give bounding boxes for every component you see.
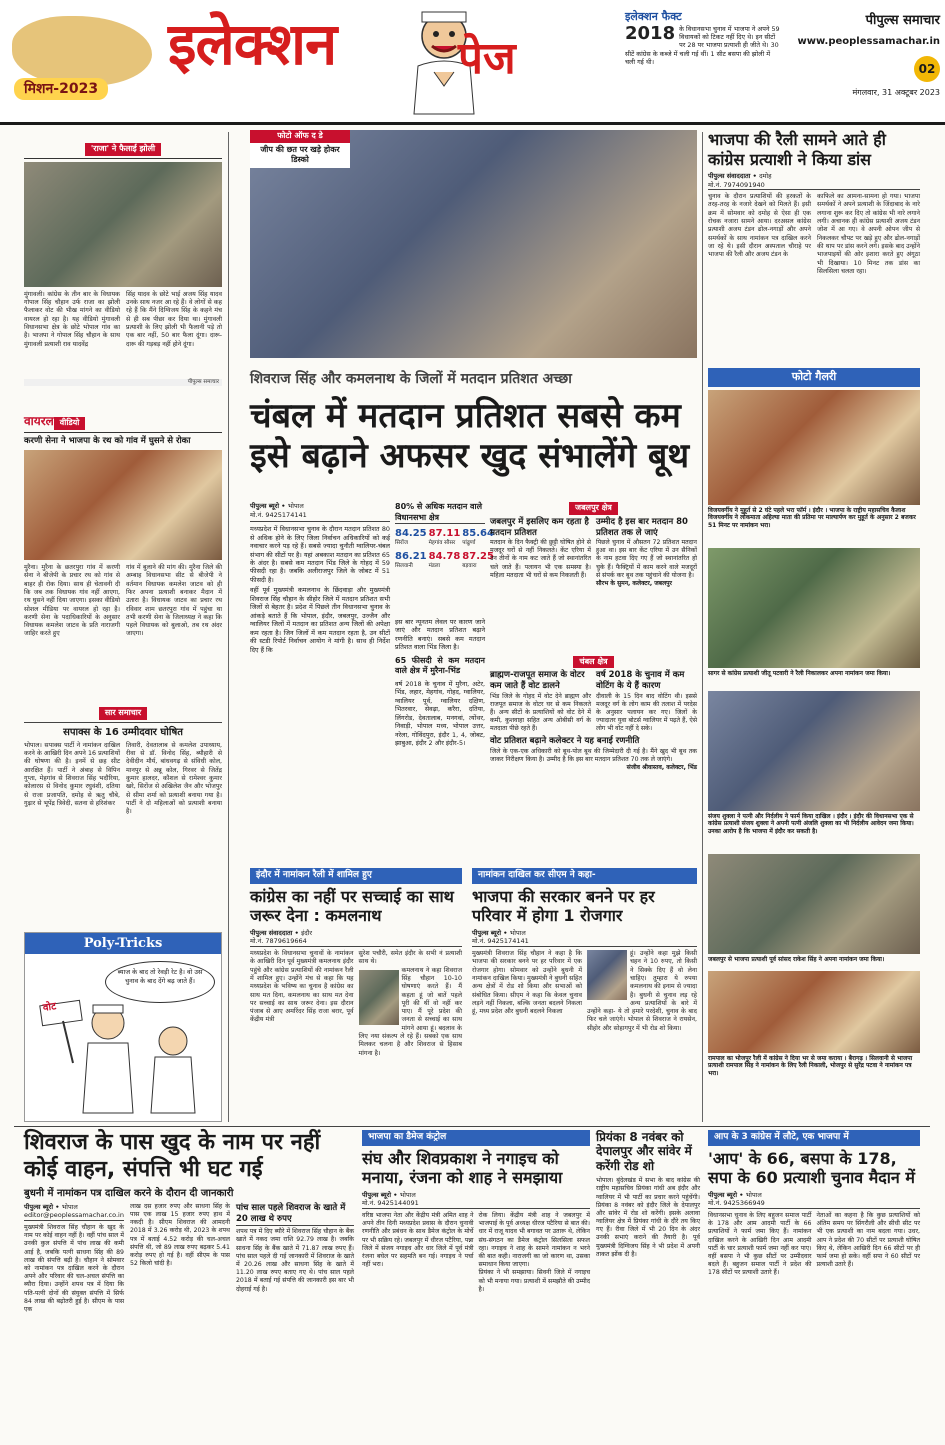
ch-text-2: दीवाली के 15 दिन बाद वोटिंग थी। इससे मजदूर वर्ग के लोग काम की तलाश में परदेस के अनुसार पलायन कर गए। जिलों के ज्यादातर युवा बोटर्स ग्वालियर में पढ़ते हैं, ऐसे लोग भी वोट नहीं दे सके। [596,692,697,733]
photo-gallery [708,368,920,1123]
sangh-strip: भाजपा का डैमेज कंट्रोल [362,1130,590,1146]
photo-op-caption: जीप की छत पर खड़े होकर डिस्को [260,144,340,165]
speech-bubble: ब्याज के बाद तो रेवड़ी रेट है। वो उस चुनाव के बाद देंगे बढ़ जाते हैं। [105,961,215,1003]
stat-item: 87.11 मेहगांव सौसर [428,528,461,547]
rally-place: दमोह [759,172,772,181]
shivraj-text-1: मुख्यमंत्री शिवराज सिंह चौहान के खुद के नाम पर कोई वाहन नहीं है। वहीं पांच साल में उनकी कुल संपत्ति में पांच लाख की कमी आई है, जबकि पत्नी साधना सिंह की 89 लाख की संपत्ति बढ़ी है। चौहान ने सोमवार को नामांकन पत्र दाखिल करने के दौरान अपने और परिवार की चल-अचल संपत्ति का ब्यौरा दिया। उन्होंने शपथ पत्र में दिया कि पति-पत्नी दोनों की संयुक्त संपत्ति में सिर्फ 84 लाख की बढ़ोतरी हुई है। सीएम के पास एक [24,1224,124,1313]
page-number-badge: 02 [914,56,940,82]
fact-year: 2018 [625,22,676,44]
brand-block [790,12,940,122]
indore-mobile: मो.नं. 7879619664 [250,937,462,947]
main-body-3: इस बार न्यूनतम लेवल पर कारण जाने जाएं और मतदान प्रतिशत बढ़ाने रणनीति बनाएं। सबसे कम मतदान प्रतिशत वाला भिंड जिला है। [395,618,485,652]
indore-headline: कांग्रेस का नहीं पर सच्चाई का साथ जरूर देना : कमलनाथ [250,886,454,926]
cm-story: नामांकन दाखिल कर सीएम ने कहा- भाजपा की सरकार बनने पर हर परिवार में होगा 1 रोजगार पीपुल्स ब्यूरो • भोपाल मो.नं. 9425174141 मुख्यमंत्री शिवराज सिंह चौहान ने कहा है कि भाजपा की सरकार बनने पर हर परिवार में एक रोजगार होगा। सोमवार को उन्होंने बुधनी में नामांकन दाखिल किया। मुख्यमंत्री ने बुधनी सहित अन्य क्षेत्रों में रोड शो किया और सभाओं को संबोधित किया। सीएम ने कहा कि केवल चुनाव लड़ने नहीं निकला, बल्कि जनता बदलने निकला हूं, मध्य प्रदेश और बुधनी बदलने निकला हूं। उन्होंने कहा मुझे किसी चहन ने 10 रुपए, तो किसी ने सिक्के दिए हैं वो लेना चाहिए। तुम्हारा ये रुपया कमलनाथ की इनाम से ज्यादा है। बुधनी से चुनाव लड़ रहे अन्य प्रत्याशियों के बारे में उन्होंने कहा- ये तो हमारे परदेशी, चुनाव के बाद फिर चले जाएंगे। भोपाल से शिवराज ने रायसेन, सीहोर और सोहागपुर में भी रोड शो किया। [472,868,697,1123]
main-strap: शिवराज सिंह और कमलनाथ के जिलों में मतदान प्रतिशत अच्छा [250,371,572,387]
sangh-headline: संघ और शिवप्रकाश ने नगाइच को मनाया, रंजना को शाह ने समझाया [362,1148,563,1188]
masthead [0,0,945,125]
shivraj-byline: पीपुल्स ब्यूरो [24,1202,54,1211]
cartoon-illustration [33,993,213,1118]
indore-strip: इंदौर में नामांकन रैली में शामिल हुए [250,868,462,884]
page-title: इलेक्शन [168,10,337,78]
aap-strip: आप के 3 कांग्रेस में लौटे, एक भाजपा में [708,1130,920,1146]
stat-item: 84.78 मंडला [428,550,461,569]
cm-mobile: मो.नं. 9425174141 [472,937,697,947]
stat-item: 86.21 सिलवानी [395,550,427,569]
mission-2023-emblem [6,8,156,118]
aap-headline: 'आप' के 66, बसपा के 178, सपा के 60 प्रत्याशी चुनाव मैदान में [708,1148,915,1188]
stat-item: 85.64 पांढुर्णा [462,528,494,547]
stat-box-head: 80% से अधिक मतदान वाले विधानसभा क्षेत्र [395,502,485,524]
photo-credit: पीपुल्स समाचार [24,379,222,386]
shivraj-assets-story: शिवराज के पास खुद के नाम पर नहीं कोई वाहन, संपत्ति भी घट गई बुधनी में नामांकन पत्र दाखिल करने के दौरान दी जानकारी पीपुल्स ब्यूरो • भोपाल editor@peoplessamachar.co.in मुख्यमंत्री शिवराज सिंह चौहान के खुद के नाम पर कोई वाहन नहीं है। वहीं पांच साल में उनकी कुल संपत्ति में पांच लाख की कमी आई है, जबकि पत्नी साधना सिंह की 89 लाख की संपत्ति बढ़ी है। चौहान ने सोमवार को नामांकन पत्र दाखिल करने के दौरान अपने और परिवार की चल-अचल संपत्ति का ब्यौरा दिया। उन्होंने शपथ पत्र में दिया कि पति-पत्नी दोनों की संयुक्त संपत्ति में सिर्फ 84 लाख की बढ़ोतरी हुई है। सीएम के पास एक लाख दस हजार रुपए और साधना सिंह के पास एक लाख 15 हजार रुपए हाथ में नकदी है। सीएम शिवराज की आमदनी 2018 में 3.26 करोड़ थी, 2023 के शपथ पत्र में बताई 4.52 करोड़ की चल-अचल संपत्ति थी, जो 89 लाख रुपए बढ़कर 5.41 करोड़ रुपए हो गई है। वहीं सीएम के पास 52 किलो चांदी है। पांच साल पहले शिवराज के खाते में 20 लाख थे रुपए शपथ पत्र में दिए ब्यौरे में शिवराज सिंह चौहान के बैंक खाते में नकद जमा राशि 92.79 लाख है। जबकि साधना सिंह के बैंक खाते में 71.87 लाख रुपए हैं। पांच साल पहले दी गई जानकारी में शिवराज के खाते में 20.26 लाख और साधना सिंह के खाते में 11.20 लाख रुपए बताए गए थे। पांच साल पहले 2018 में बताई गई संपत्ति की जानकारी इस बार भी दोहराई गई है। [24,1130,354,1435]
cm-text-1: मुख्यमंत्री शिवराज सिंह चौहान ने कहा है कि भाजपा की सरकार बनने पर हर परिवार में एक रोजगार होगा। सोमवार को उन्होंने बुधनी में नामांकन दाखिल किया। मुख्यमंत्री ने बुधनी सहित अन्य क्षेत्रों में रोड शो किया और सभाओं को संबोधित किया। सीएम ने कहा कि केवल चुनाव लड़ने नहीं निकला, बल्कि जनता बदलने निकला हूं, मध्य प्रदेश और बुधनी बदलने निकला [472,950,582,1016]
shivraj-text-2: लाख दस हजार रुपए और साधना सिंह के पास एक लाख 15 हजार रुपए हाथ में नकदी है। सीएम शिवराज की आमदनी 2018 में 3.26 करोड़ थी, 2023 के शपथ पत्र में बताई 4.52 करोड़ की चल-अचल संपत्ति थी, जो 89 लाख रुपए बढ़कर 5.41 करोड़ रुपए हो गई है। वहीं सीएम के पास 52 किलो चांदी है। [130,1202,230,1268]
jabalpur-tag: जबलपुर क्षेत्र [569,502,618,515]
byline: पीपुल्स ब्यूरो [250,502,280,510]
main-headline [250,396,697,496]
sangh-text-2: रोक लिया। केंद्रीय मंत्री शाह ने जबलपुर में भाजपाई के पूर्व अध्यक्ष धीरज पटैरिया से बात की। धार में राजू यादव भी बगावत पर उतारू थे, लेकिन संघ-संगठन का डैमेज कंट्रोल सिलसिला सफल रहा। नगाइच ने शाह के सामने नामांकन न भरने की बात कही। नाराजगी का जो कारण था, उसका समाधान किया जाएगा। [478,1212,590,1269]
raja-text-2: सिंह यादव के छोटे भाई अजय सिंह यादव उनके साथ नजर आ रहे हैं। वे लोगों से कह रहे हैं कि मैंने दिग्विजय सिंह के कहने मंच से ही सब पीछा कर दिया था। मुंगावली प्रत्याशी के लिए झोली भी फैलानी पड़े तो एक बार नहीं, 50 बार फैला दूंगा। दारू-दारू की गड़बड़ नहीं होने दूंगा। [126,290,222,348]
viral-video-story [24,412,222,657]
aap-text-2: नेताओं का कहना है कि कुछ प्रत्याशियों को अंतिम समय पर सिंगरौली और सीधी सीट पर भी एक प्रत्याशी का नाम बदला गया। उधर, आप ने प्रदेश की 70 सीटों पर प्रत्याशी घोषित किए थे, लेकिन आखिरी दिन 66 सीटों पर ही फार्म जमा हो सके। वहीं सपा ने 60 सीटों पर प्रत्याशी उतारे हैं। [816,1212,920,1269]
viral-label: वायरल [24,414,54,428]
jab-text-1: मतदान के दिन फैक्ट्री की छुट्टी घोषित होने से मजदूर घरों से नहीं निकलते। केंट एरिया में उन तीनों के नाम कट जाते हैं जो स्थानांतरित चले जाते हैं। पलायन भी एक समस्या है। महिला मतदाता भी घरों से कम निकलती हैं। [490,538,591,579]
sub-65-head: 65 फीसदी से कम मतदान वाले क्षेत्र में मुरैना-भिंड [395,655,485,676]
rally-headline: भाजपा की रैली सामने आते ही कांग्रेस प्रत्याशी ने किया डांस [708,130,886,169]
indore-place: इंदौर [301,928,313,937]
ch-head-2: वर्ष 2018 के चुनाव में कम वोटिंग के ये हैं कारण [596,670,685,692]
video-label: वीडियो [54,417,86,430]
ch-head-1: ब्राह्मण-राजपूत समाज के वोटर कम जाते हैं वोट डालने [490,670,585,692]
byline-mobile: मो.नं. 9425174141 [250,511,390,523]
mission-label: मिशन-2023 [14,78,108,100]
gallery-photo-5 [708,971,920,1053]
chambal-tag: चंबल क्षेत्र [573,656,613,669]
ch-head-3: वोट प्रतिशत बढ़ाने कलेक्टर ने यह बनाई रणनीति [490,736,640,747]
gallery-caption-4: जबलपुर से भाजपा प्रत्याशी पूर्व सांसद राकेश सिंह ने अपना नामांकन जमा किया। [708,955,885,963]
raja-story [24,138,222,378]
main-story-col-1: पीपुल्स ब्यूरो • भोपाल मो.नं. 9425174141 मध्यप्रदेश में विधानसभा चुनाव के दौरान मतदान प्रतिशत 80 से अधिक होने के लिए जिला निर्वाचन अधिकारियों को कई नवाचार करने पड़ रहे हैं। सबसे ज्यादा चुनौती ग्वालियर-चंबल संभाग की सीटों पर है। यहां अबकाश मतदान का प्रतिशत 65 के अंदर है। सबसे कम मतदान भिंड जिले के गोहद में 59 फीसदी रहा है। जबकि अलीराजपुर जिले के जोबट में 51 फीसदी है। वहीं पूर्व मुख्यमंत्री कमलनाथ के छिंदवाड़ा और मुख्यमंत्री शिवराज सिंह चौहान के सीहोर जिले में मतदान प्रतिशत सभी जिलों से बेहतर है। प्रदेश में पिछले तीन विधानसभा चुनाव के आंकड़े बताते हैं कि भोपाल, इंदौर, जबलपुर, उज्जैन और ग्वालियर जिलों में मतदान का प्रतिशत अन्य जिलों की अपेक्षा कम रहता है। जिन जिलों में कम मतदान रहता है, उन सीटों की स्टडी रिपोर्ट निर्वाचन आयोग ने मांगी है। साथ ही निर्देश दिए हैं कि [250,502,390,654]
saar-headline: सार समाचार [99,707,147,720]
shivraj-text-3: शपथ पत्र में दिए ब्यौरे में शिवराज सिंह चौहान के बैंक खाते में नकद जमा राशि 92.79 लाख है। जबकि साधना सिंह के बैंक खाते में 71.87 लाख रुपए हैं। पांच साल पहले दी गई जानकारी में शिवराज के खाते में 20.26 लाख और साधना सिंह के खाते में 11.20 लाख रुपए बताए गए थे। पांच साल पहले 2018 में बताई गई संपत्ति की जानकारी इस बार भी दोहराई गई है। [236,1228,354,1293]
poly-tricks-title: Poly-Tricks [25,933,221,954]
cm-text-2: हूं। उन्होंने कहा मुझे किसी चहन ने 10 रुपए, तो किसी ने सिक्के दिए हैं वो लेना चाहिए। तुम्हारा ये रुपया कमलनाथ की इनाम से ज्यादा है। बुधनी से चुनाव लड़ रहे अन्य प्रत्याशियों के बारे में उन्होंने कहा- ये तो हमारे परदेशी, चुनाव के बाद फिर चले जाएंगे। भोपाल से शिवराज ने रायसेन, सीहोर और सोहागपुर में भी रोड शो किया। [587,950,697,1032]
aap-text-1: विधानसभा चुनाव के लिए बहुजन समाज पार्टी के 178 और आम आदमी पार्टी के 66 प्रत्याशियों ने फार्म जमा किए हैं। नामांकन दाखिल करने के आखिरी दिन आम आदमी पार्टी के चार प्रत्याशी फार्म जमा नहीं कर पाए। वहीं बसपा ने भी कुछ सीटों पर उम्मीदवार बदले हैं। बहुजन समाज पार्टी ने प्रदेश की 178 सीटों पर प्रत्याशी उतारे हैं। [708,1212,812,1277]
gallery-caption-1: विजयवर्गीय ने मुहूर्त से 2 घंटे पहले भरा फॉर्म । इंदौर । भाजपा के राष्ट्रीय महासचिव कैलाश विजयवर्गीय ने लोकमाता अहिल्या माता की प्रतिमा पर माल्यार्पण कर मुहूर्त के अनुसार 2 बजकर 51 मिनट पर नामांकन भरा। [708,506,916,529]
sangh-text-1: वरिष्ठ भाजपा नेता और केंद्रीय मंत्री अमित शाह ने अपने तीन दिनी मध्यप्रदेश प्रवास के दौरान चुनावी रणनीति और प्रबंधन के साथ डैमेज कंट्रोल के मोर्चे पर भी सक्रिय रहे। जबलपुर में धीरज पटैरिया, पन्ना जिले में संजय नगाइच और धार जिले में पूर्व मंत्री रंजना बघेल पर सहमति बन गई। नगाइच ने पर्चा नहीं भरा। [362,1212,474,1269]
viral-photo [24,450,222,560]
saar-text-1: भोपाल। सपाक्स पार्टी ने नामांकन दाखिल करने के आखिरी दिन अपने 16 प्रत्याशियों की घोषणा की है। इनमें से छह सीट आरक्षित हैं। पार्टी ने अंबाह से विपिन गुप्ता, मेहगांव से शिवराज सिंह भदौरिया, कोलारस से विनोद कुमार रघुवंशी, दतिया से राजा प्रजापति, दमोह से ऋतु चौबे, गुढ़ार से भूपेंद्र त्रिवेदी, सतना से हरिशंकर [24,741,120,807]
gallery-caption-2: सागर से कांग्रेस प्रत्याशी जीतू पटवारी ने रैली निकालकर अपना नामांकन जमा किया। [708,669,891,677]
sangh-place: भोपाल [399,1190,416,1199]
gallery-photo-3 [708,691,920,811]
shivraj-subhead: बुधनी में नामांकन पत्र दाखिल करने के दौरान दी जानकारी [24,1187,234,1199]
byline-place: भोपाल [287,502,304,510]
website-link[interactable]: www.peoplessamachar.in [797,36,940,48]
election-fact-box [625,10,780,96]
cm-byline: पीपुल्स ब्यूरो [472,928,502,937]
main-story-col-2 [395,618,485,852]
main-body-4: वर्ष 2018 के चुनाव में मुरैना, अटेर, भिंड, लहार, मेहगांव, गोहद, ग्वालियर, ग्वालियर पूर्व, ग्वालियर दक्षिण, भितरवार, सेवढ़ा, करैरा, दतिया, लिंगरोड, देवतालाब, मनगवां, त्योंथर, निवाड़ी, भोपाल मध्य, भोपाल उत्तर, नरेला, गोविंदपुरा, इंदौर 1, 4, जोबट, झाबुआ, इंदौर 2 और इंदौर-5। [395,679,485,748]
shivraj-email[interactable]: editor@peoplessamachar.co.in [24,1211,124,1220]
newspaper-logo: पीपुल्स समाचार [865,13,940,28]
jab-head-2: उम्मीद है इस बार मतदान 80 प्रतिशत तक ले जाएं [596,516,688,538]
sangh-mobile: मो.नं. 9425144091 [362,1199,590,1209]
shivraj-place: भोपाल [61,1202,78,1211]
main-body-1: मध्यप्रदेश में विधानसभा चुनाव के दौरान मतदान प्रतिशत 80 से अधिक होने के लिए जिला निर्वाचन अधिकारियों को कई नवाचार करने पड़ रहे हैं। सबसे ज्यादा चुनौती ग्वालियर-चंबल संभाग की सीटों पर है। यहां अबकाश मतदान का प्रतिशत 65 के अंदर है। सबसे कम मतदान भिंड जिले के गोहद में 59 फीसदी रहा है। जबकि अलीराजपुर जिले के जोबट में 51 फीसदी है। [250,525,390,584]
stat-grid [395,527,494,570]
raja-headline: 'राजा' ने फैलाई झोली [85,143,161,156]
photo-of-the-day [250,130,697,358]
shivraj-box-head: पांच साल पहले शिवराज के खाते में 20 लाख थे रुपए [236,1203,354,1226]
damage-control-story: भाजपा का डैमेज कंट्रोल संघ और शिवप्रकाश ने नगाइच को मनाया, रंजना को शाह ने समझाया पीपुल्स ब्यूरो • भोपाल मो.नं. 9425144091 वरिष्ठ भाजपा नेता और केंद्रीय मंत्री अमित शाह ने अपने तीन दिनी मध्यप्रदेश प्रवास के दौरान चुनावी रणनीति और प्रबंधन के साथ डैमेज कंट्रोल के मोर्चे पर भी सक्रिय रहे। जबलपुर में धीरज पटैरिया, पन्ना जिले में संजय नगाइच और धार जिले में पूर्व मंत्री रंजना बघेल पर सहमति बन गई। नगाइच ने पर्चा नहीं भरा। रोक लिया। केंद्रीय मंत्री शाह ने जबलपुर में भाजपाई के पूर्व अध्यक्ष धीरज पटैरिया से बात की। धार में राजू यादव भी बगावत पर उतारू थे, लेकिन संघ-संगठन का डैमेज कंट्रोल सिलसिला सफल रहा। नगाइच ने शाह के सामने नामांकन न भरने की बात कही। नाराजगी का जो कारण था, उसका समाधान किया जाएगा। प्रियंका ने भी समझाया। सिवनी जिले में नगाइच को भी मनाया गया। प्रत्याशी में समझौते की उम्मीद है। [362,1130,590,1435]
gallery-caption-3: संजय शुक्ला ने पत्नी और निर्दलीय ने फार्म किया दाखिल । इंदौर । इंदौर की विधानसभा एक से कांग्रेस प्रत्याशी संजय शुक्ला ने अपनी पत्नी अंजलि शुक्ला का भी निर्दलीय आवेदन जमा किया। उनका आरोप है कि भाजपा में इंदौर कर सकती है। [708,812,914,835]
fact-text: के विधानसभा चुनाव में भाजपा ने अपने 59 विधायकों को टिकट नहीं दिए थे। इन सीटों पर 28 पर भाजपा प्रत्याशी ही जीते थे। 30 सीटें कांग्रेस के कब्जे में चली गई थीं। 1 सीट बसपा की झोली में चली गई थी। [625,24,780,67]
gallery-caption-5: रामपाल का भोजपुर रैली में कांग्रेस ने दिया भर से जमा कराया । बैरागढ़ । सिलवानी से भाजपा प्रत्याशी रामपाल सिंह ने नामांकन के लिए रैली निकाली, भोजपुर से सुरेंद्र पटवा ने नामांकन पत्र भरा। [708,1054,913,1077]
indore-story: इंदौर में नामांकन रैली में शामिल हुए कांग्रेस का नहीं पर सच्चाई का साथ जरूर देना : कमलनाथ पीपुल्स संवाददाता • इंदौर मो.नं. 7879619664 मध्यप्रदेश के विधानसभा चुनावों के नामांकन के आखिरी दिन पूर्व मुख्यमंत्री कमलनाथ इंदौर पहुंचे और कांग्रेस प्रत्याशियों की नामांकन रैली में शामिल हुए। उन्होंने मंच से कहा कि यह मध्यप्रदेश के भविष्य का चुनाव है कांग्रेस का साथ मत दिना, कमलनाथ का साथ मत देना पर सच्चाई का साथ जरूर देना। इस दौरान पंजाब से आए अमरिंदर सिंह राजा बरार, पूर्व केंद्रीय मंत्री सुरेश पचौरी, समेत इंदौर के सभी नं प्रत्याशी साथ थे। कमलनाथ ने कहा शिवराज सिंह चौहान 10-10 घोषणाएं करते हैं। मैं कहता हूं जो बातें पहले पूरी की थीं वो नहीं कर पाए। मैं पूरे प्रदेश की जनता से सच्चाई का साथ मांगने आया हूं। बदलाव के लिए नया संकल्प ले रहे हैं। सबको एक साथ मिलकर चलना है और शिवराज से हिसाब मांगना है। [250,868,462,1123]
rally-byline: पीपुल्स संवाददाता [708,172,751,181]
priyanka-text: भोपाल। बुंदेलखंड में सभा के बाद कांग्रेस की राष्ट्रीय महासचिव प्रियंका गांधी अब इंदौर और ग्वालियर में भी पार्टी का प्रचार करने पहुंचेंगी। प्रियंका 8 नवंबर को इंदौर जिले के देपालपुर और सांवेर में रोड शो करेंगी। इसके अलावा ग्वालियर क्षेत्र में प्रियंका गांधी के दौरे तय किए गए हैं। रीवा जिले में भी 20 दिन के अंदर उनकी सभाएं कराने की तैयारी है। पूर्व मुख्यमंत्री दिग्विजय सिंह ने भी प्रदेश में अपनी ताकत झोंक दी है। [596,1177,700,1258]
raja-photo [24,162,222,287]
shivraj-headline: शिवराज के पास खुद के नाम पर नहीं कोई वाहन, संपत्ति भी घट गई [24,1130,321,1182]
gallery-title: फोटो गैलरी [708,368,920,387]
indore-text-1: मध्यप्रदेश के विधानसभा चुनावों के नामांकन के आखिरी दिन पूर्व मुख्यमंत्री कमलनाथ इंदौर पहुंचे और कांग्रेस प्रत्याशियों की नामांकन रैली में शामिल हुए। उन्होंने मंच से कहा कि यह मध्यप्रदेश के भविष्य का चुनाव है कांग्रेस का साथ मत दिना, कमलनाथ का साथ मत देना पर सच्चाई का साथ जरूर देना। इस दौरान पंजाब से आए अमरिंदर सिंह राजा बरार, पूर्व केंद्रीय मंत्री [250,950,354,1024]
jab-sign: सौरभ के सुमन, कलेक्टर, जबलपुर [596,579,673,587]
kamalnath-photo [359,970,399,1025]
ch-text-3: जिले के एक-एक अधिकारी को बूथ-पोल बूथ की जिम्मेदारी दी गई है। मैंने खुद भी बूथ तक जाकर निरीक्षण किया है। उम्मीद है कि इस बार मतदान प्रतिशत 70 तक ले जाएंगे। [490,747,697,763]
gallery-photo-2 [708,548,920,668]
ch-text-1: भिंड जिले के गोहद में वोट देने ब्राह्मण और राजपूत समाज के वोटर घर से कम निकलते हैं। अन्य सीटों के प्रत्याशियों को वोट देने में कमी, कुशवाहा सहित अन्य ओबीसी वर्ग के मतदाता पीछे रहते हैं। [490,692,591,733]
sangh-text-3: प्रियंका ने भी समझाया। सिवनी जिले में नगाइच को भी मनाया गया। प्रत्याशी में समझौते की उम्मीद है। [478,1269,590,1293]
indore-text-3: कमलनाथ ने कहा शिवराज सिंह चौहान 10-10 घोषणाएं करते हैं। मैं कहता हूं जो बातें पहले पूरी की थीं वो नहीं कर पाए। मैं पूरे प्रदेश की जनता से सच्चाई का साथ मांगने आया हूं। बदलाव के लिए नया संकल्प ले रहे हैं। सबको एक साथ मिलकर चलना है और शिवराज से हिसाब मांगना है। [358,966,462,1057]
mp-map-icon [12,16,152,86]
jab-text-2: पिछले चुनाव में औसतन 72 प्रतिशत मतदान हुआ था। इस बार केंट एरिया में उन सैनिकों के नाम हटवा दिए गए हैं जो स्थानांतरित हो चुके हैं। फैक्ट्रियों में काम करने वाले मजदूरों से संपर्क कर बूथ तक पहुंचाने की योजना है। [596,538,697,579]
priyanka-story [596,1130,700,1435]
shivraj-photo [587,950,627,1000]
poly-tricks-cartoon [24,932,222,1122]
stat-item: 87.25 बड़वारा [462,550,494,569]
main-body-2: वहीं पूर्व मुख्यमंत्री कमलनाथ के छिंदवाड़ा और मुख्यमंत्री शिवराज सिंह चौहान के सीहोर जिले में मतदान प्रतिशत सभी जिलों से बेहतर है। प्रदेश में पिछले तीन विधानसभा चुनाव के आंकड़े बताते हैं कि भोपाल, इंदौर, जबलपुर, उज्जैन और ग्वालियर जिलों में मतदान का प्रतिशत अन्य जिलों की अपेक्षा कम रहता है। जिन जिलों में कम मतदान रहता है, उन सीटों की स्टडी रिपोर्ट निर्वाचन आयोग ने मांगी है। साथ ही निर्देश दिए हैं कि [250,586,390,654]
saar-text-2: तिवारी, देवतालाब से कमलेश उपाध्याय, रीवा से डॉ. विनोद सिंह, ब्यौहारी से देवीदीन मौर्य, बांधवगढ़ से संविधी कोल, मानपुर से अन्नू कोल, गिरवर से जितेंद्र कुमार हालदर, कौशल से रामेश्वर कुमार खरे, सिरोंज से अखिलेश जैन और भोजपुर से सीमा शर्मा को प्रत्याशी बनाया गया है। पार्टी ने दो महिलाओं को प्रत्याशी बनाया है। [126,741,222,816]
viral-text-1: मुरैना। मुरैना के छतरपुरा गांव में करणी सेना ने बीजेपी के प्रचार रथ को गांव से बाहर ही रोक दिया। साथ ही चेतावनी दी कि जब तक विधायक गांव नहीं आएगा, रथ घुसने नहीं दिया जाएगा। इसका वीडियो सोशल मीडिया पर वायरल हो रहा है। करणी सेना के पदाधिकारियों के अनुसार विधायक कमलेश जाटव के प्रति नाराजगी जाहिर करते हुए [24,564,120,638]
rally-mobile: मो.नं. 7974091940 [708,181,920,191]
main-headline-line-1: चंबल में मतदान प्रतिशत सबसे कम [250,396,681,436]
aap-story: आप के 3 कांग्रेस में लौटे, एक भाजपा में 'आप' के 66, बसपा के 178, सपा के 60 प्रत्याशी चुनाव मैदान में पीपुल्स ब्यूरो • भोपाल मो.नं. 9425366949 विधानसभा चुनाव के लिए बहुजन समाज पार्टी के 178 और आम आदमी पार्टी के 66 प्रत्याशियों ने फार्म जमा किए हैं। नामांकन दाखिल करने के आखिरी दिन आम आदमी पार्टी के चार प्रत्याशी फार्म जमा नहीं कर पाए। वहीं बसपा ने भी कुछ सीटों पर उम्मीदवार बदले हैं। बहुजन समाज पार्टी ने प्रदेश की 178 सीटों पर प्रत्याशी उतारे हैं। नेताओं का कहना है कि कुछ प्रत्याशियों को अंतिम समय पर सिंगरौली और सीधी सीट पर भी एक प्रत्याशी का नाम बदला गया। उधर, आप ने प्रदेश की 70 सीटों पर प्रत्याशी घोषित किए थे, लेकिन आखिरी दिन 66 सीटों पर ही फार्म जमा हो सके। वहीं सपा ने 60 सीटों पर प्रत्याशी उतारे हैं। [708,1130,920,1435]
main-headline-line-2: इसे बढ़ाने अफसर खुद संभालेंगे बूथ [250,436,690,477]
gallery-photo-1 [708,390,920,505]
vote-sign: वोट [42,1001,57,1014]
priyanka-headline: प्रियंका 8 नवंबर को देपालपुर और सांवेर में करेंगी रोड शो [596,1130,692,1173]
saar-samachar [24,707,222,917]
regional-boxes [490,502,697,852]
saar-subhead: सपाक्स के 16 उम्मीदवार घोषित [63,726,183,738]
rally-text-1: चुनाव के दौरान प्रत्याशियों की हरकतों के तरह-तरह के नजारे देखने को मिलते हैं। इसी क्रम में सोमवार को दमोह से ऐसा ही एक रोचक नजारा सामने आया। दरअसल कांग्रेस प्रत्याशी अजय टंडन ढोल-नगाड़ों और अपने समर्थकों के साथ नामांकन पत्र दाखिल करने जा रहे थे। इसी दौरान अस्पताल चौराहे पर भाजपा की रैली और अजय टंडन के [708,193,811,259]
fact-title: इलेक्शन फैक्ट [625,10,682,23]
turnout-stat-box [395,502,494,614]
sangh-byline: पीपुल्स ब्यूरो [362,1190,392,1199]
indore-text-2: सुरेश पचौरी, समेत इंदौर के सभी नं प्रत्याशी साथ थे। [358,950,462,966]
photo-op-tag: फोटो ऑफ द डे [250,130,350,143]
aap-mobile: मो.नं. 9425366949 [708,1199,920,1209]
cm-place: भोपाल [509,928,526,937]
gallery-photo-4 [708,854,920,954]
jab-head-1: जबलपुर में इसलिए कम रहता है मतदान प्रतिशत [490,516,589,538]
cm-headline: भाजपा की सरकार बनने पर हर परिवार में होगा 1 रोजगार [472,886,655,926]
cm-strip: नामांकन दाखिल कर सीएम ने कहा- [472,868,697,884]
issue-date: मंगलवार, 31 अक्टूबर 2023 [852,88,940,98]
aap-place: भोपाल [745,1190,762,1199]
ch-sign: संजीव श्रीवास्तव, कलेक्टर, भिंड [626,764,697,772]
viral-subhead: करणी सेना ने भाजपा के रथ को गांव में घुसने से रोका [24,435,191,446]
aap-byline: पीपुल्स ब्यूरो [708,1190,738,1199]
stat-item: 84.25 सिरोंज [395,528,427,547]
viral-text-2: गांव में बुलाने की मांग की। मुरैना जिले की अम्बाह विधानसभा सीट से बीजेपी ने वर्तमान विधायक कमलेश जाटव को ही फिर अपना प्रत्याशी बनाकर मैदान में उतारा है। विधायक जाटव का प्रचार रथ रविवार शाम छतरपुरा गांव में पहुंचा था तभी करणी सेना के जिलाध्यक्ष ने कहा कि पहले विधायक को बुलाओ, तब रथ अंदर जाएगा। [126,564,222,638]
indore-byline: पीपुल्स संवाददाता [250,928,293,937]
page-subtitle: पेज [458,33,516,84]
rally-story: भाजपा की रैली सामने आते ही कांग्रेस प्रत्याशी ने किया डांस पीपुल्स संवाददाता • दमोह मो.नं. 7974091940 चुनाव के दौरान प्रत्याशियों की हरकतों के तरह-तरह के नजारे देखने को मिलते हैं। इसी क्रम में सोमवार को दमोह से ऐसा ही एक रोचक नजारा सामने आया। दरअसल कांग्रेस प्रत्याशी अजय टंडन ढोल-नगाड़ों और अपने समर्थकों के साथ नामांकन पत्र दाखिल करने जा रहे थे। इसी दौरान अस्पताल चौराहे पर भाजपा की रैली और अजय टंडन के काफिले का आमना-सामना हो गया। भाजपा समर्थकों ने अपने प्रत्याशी के जिंदाबाद के नारे लगाना शुरू कर दिए तो कांग्रेस भी नारे लगाने लगी। अचानक ही कांग्रेस प्रत्याशी अजय टंडन जोश में आ गए। वे अपनी ओपन जीप से निकलकर चौपट पर खड़े हुए और ढोल-नगाड़ों की थाप पर डांस करने लगे। इसके बाद उन्होंने भाजपाइयों की ओर इशारा करते हुए अंगूठा भी दिखाया। 10 मिनट तक डांस का सिलसिला चलता रहा। [708,130,920,275]
rally-text-2: काफिले का आमना-सामना हो गया। भाजपा समर्थकों ने अपने प्रत्याशी के जिंदाबाद के नारे लगाना शुरू कर दिए तो कांग्रेस भी नारे लगाने लगी। अचानक ही कांग्रेस प्रत्याशी अजय टंडन जोश में आ गए। वे अपनी ओपन जीप से निकलकर चौपट पर खड़े हुए और ढोल-नगाड़ों की थाप पर डांस करने लगे। इसके बाद उन्होंने भाजपाइयों की ओर इशारा करते हुए अंगूठा भी दिखाया। 10 मिनट तक डांस का सिलसिला चलता रहा। [817,193,920,275]
raja-text-1: मुंगावली। कांग्रेस के तीन बार के विधायक गोपाल सिंह चौहान उर्फ राजा का झोली फैलाकर वोट की भीख मांगने का वीडियो वायरल हो रहा है। यह वीडियो मुंगावली विधानसभा क्षेत्र के छोटे भोपाल गांव का है। भाजपा ने गोपाल सिंह चौहान के साथ मुंगावली प्रत्याशी राव यादवेंद्र [24,290,120,348]
